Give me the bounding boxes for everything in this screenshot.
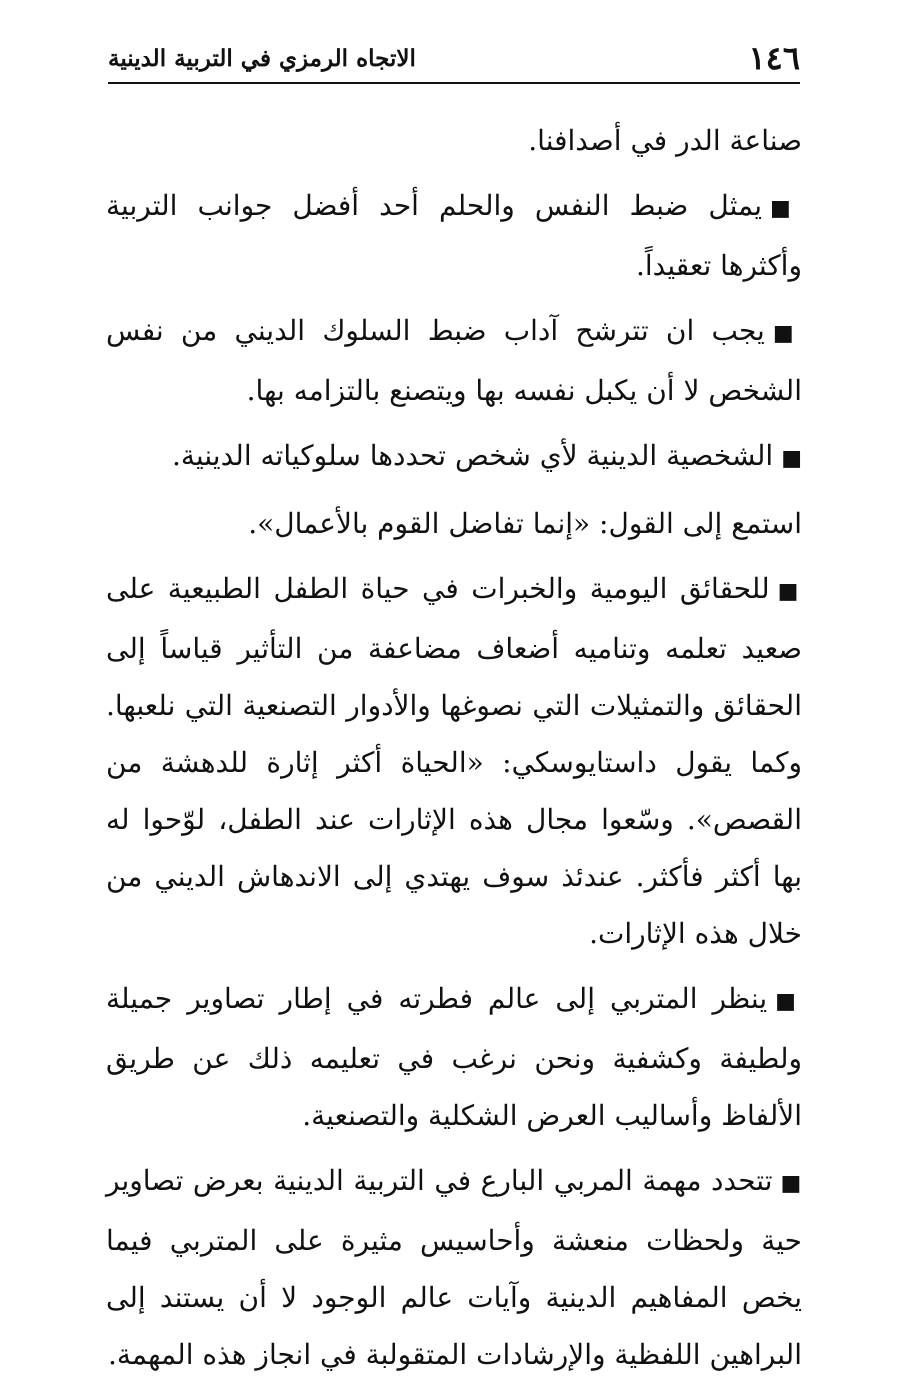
bullet-square-icon: ■ [775,989,802,1014]
paragraph-text: يمثل ضبط النفس والحلم أحد أفضل جوانب التربية وأكثرها تعقيداً. [106,189,802,282]
bullet-square-icon: ■ [781,446,802,471]
page-body [106,112,802,1391]
bullet-square-icon: ■ [772,321,802,346]
paragraph-text: الشخصية الدينية لأي شخص تحددها سلوكياته الدينية. [172,439,774,472]
bullet-square-icon: ■ [780,1171,802,1196]
running-title: الاتجاه الرمزي في التربية الدينية [108,44,416,72]
paragraph-text: للحقائق اليومية والخبرات في حياة الطفل الطبيعية على صعيد تعلمه وتناميه أضعاف مضاعفة من التأثير قياساً إلى الحقائق والتمثيلات التي نصوغها والأدوار التصنعية التي نلعبها. وكما يقول داستايوسكي: «الحياة أكثر إثارة للدهشة من القصص». وسّعوا مجال هذه الإثارات عند الطفل، لوّحوا له بها أكثر فأكثر. عندئذ سوف يهتدي إلى الاندهاش الديني من خلال هذه الإثارات. [106,572,802,950]
paragraph [106,560,802,962]
paragraph [106,177,802,294]
page-header [108,34,800,84]
paragraph-text: يجب ان تترشح آداب ضبط السلوك الديني من نفس الشخص لا أن يكبل نفسه بها ويتصنع بالتزامه بها. [106,314,802,407]
paragraph [106,495,802,552]
paragraph-text: ينظر المتربي إلى عالم فطرته في إطار تصاوير جميلة ولطيفة وكشفية ونحن نرغب في تعليمه ذلك عن طريق الألفاظ وأساليب العرض الشكلية والتصنعية. [106,982,802,1132]
page-number: ١٤٦ [748,39,800,77]
paragraph [106,1152,802,1383]
paragraph-text: صناعة الدر في أصدافنا. [528,124,802,157]
bullet-square-icon: ■ [770,196,802,221]
paragraph [106,970,802,1144]
paragraph-text: تتحدد مهمة المربي البارع في التربية الدينية بعرض تصاوير حية ولحظات منعشة وأحاسيس مثيرة على المتربي فيما يخص المفاهيم الدينية وآيات عالم الوجود لا أن يستند إلى البراهين اللفظية والإرشادات المتقولبة في انجاز هذه المهمة. [106,1164,802,1371]
paragraph [106,112,802,169]
paragraph-text: استمع إلى القول: «إنما تفاضل القوم بالأعمال». [248,507,802,540]
paragraph [106,302,802,419]
bullet-square-icon: ■ [777,579,802,604]
paragraph [106,427,802,487]
